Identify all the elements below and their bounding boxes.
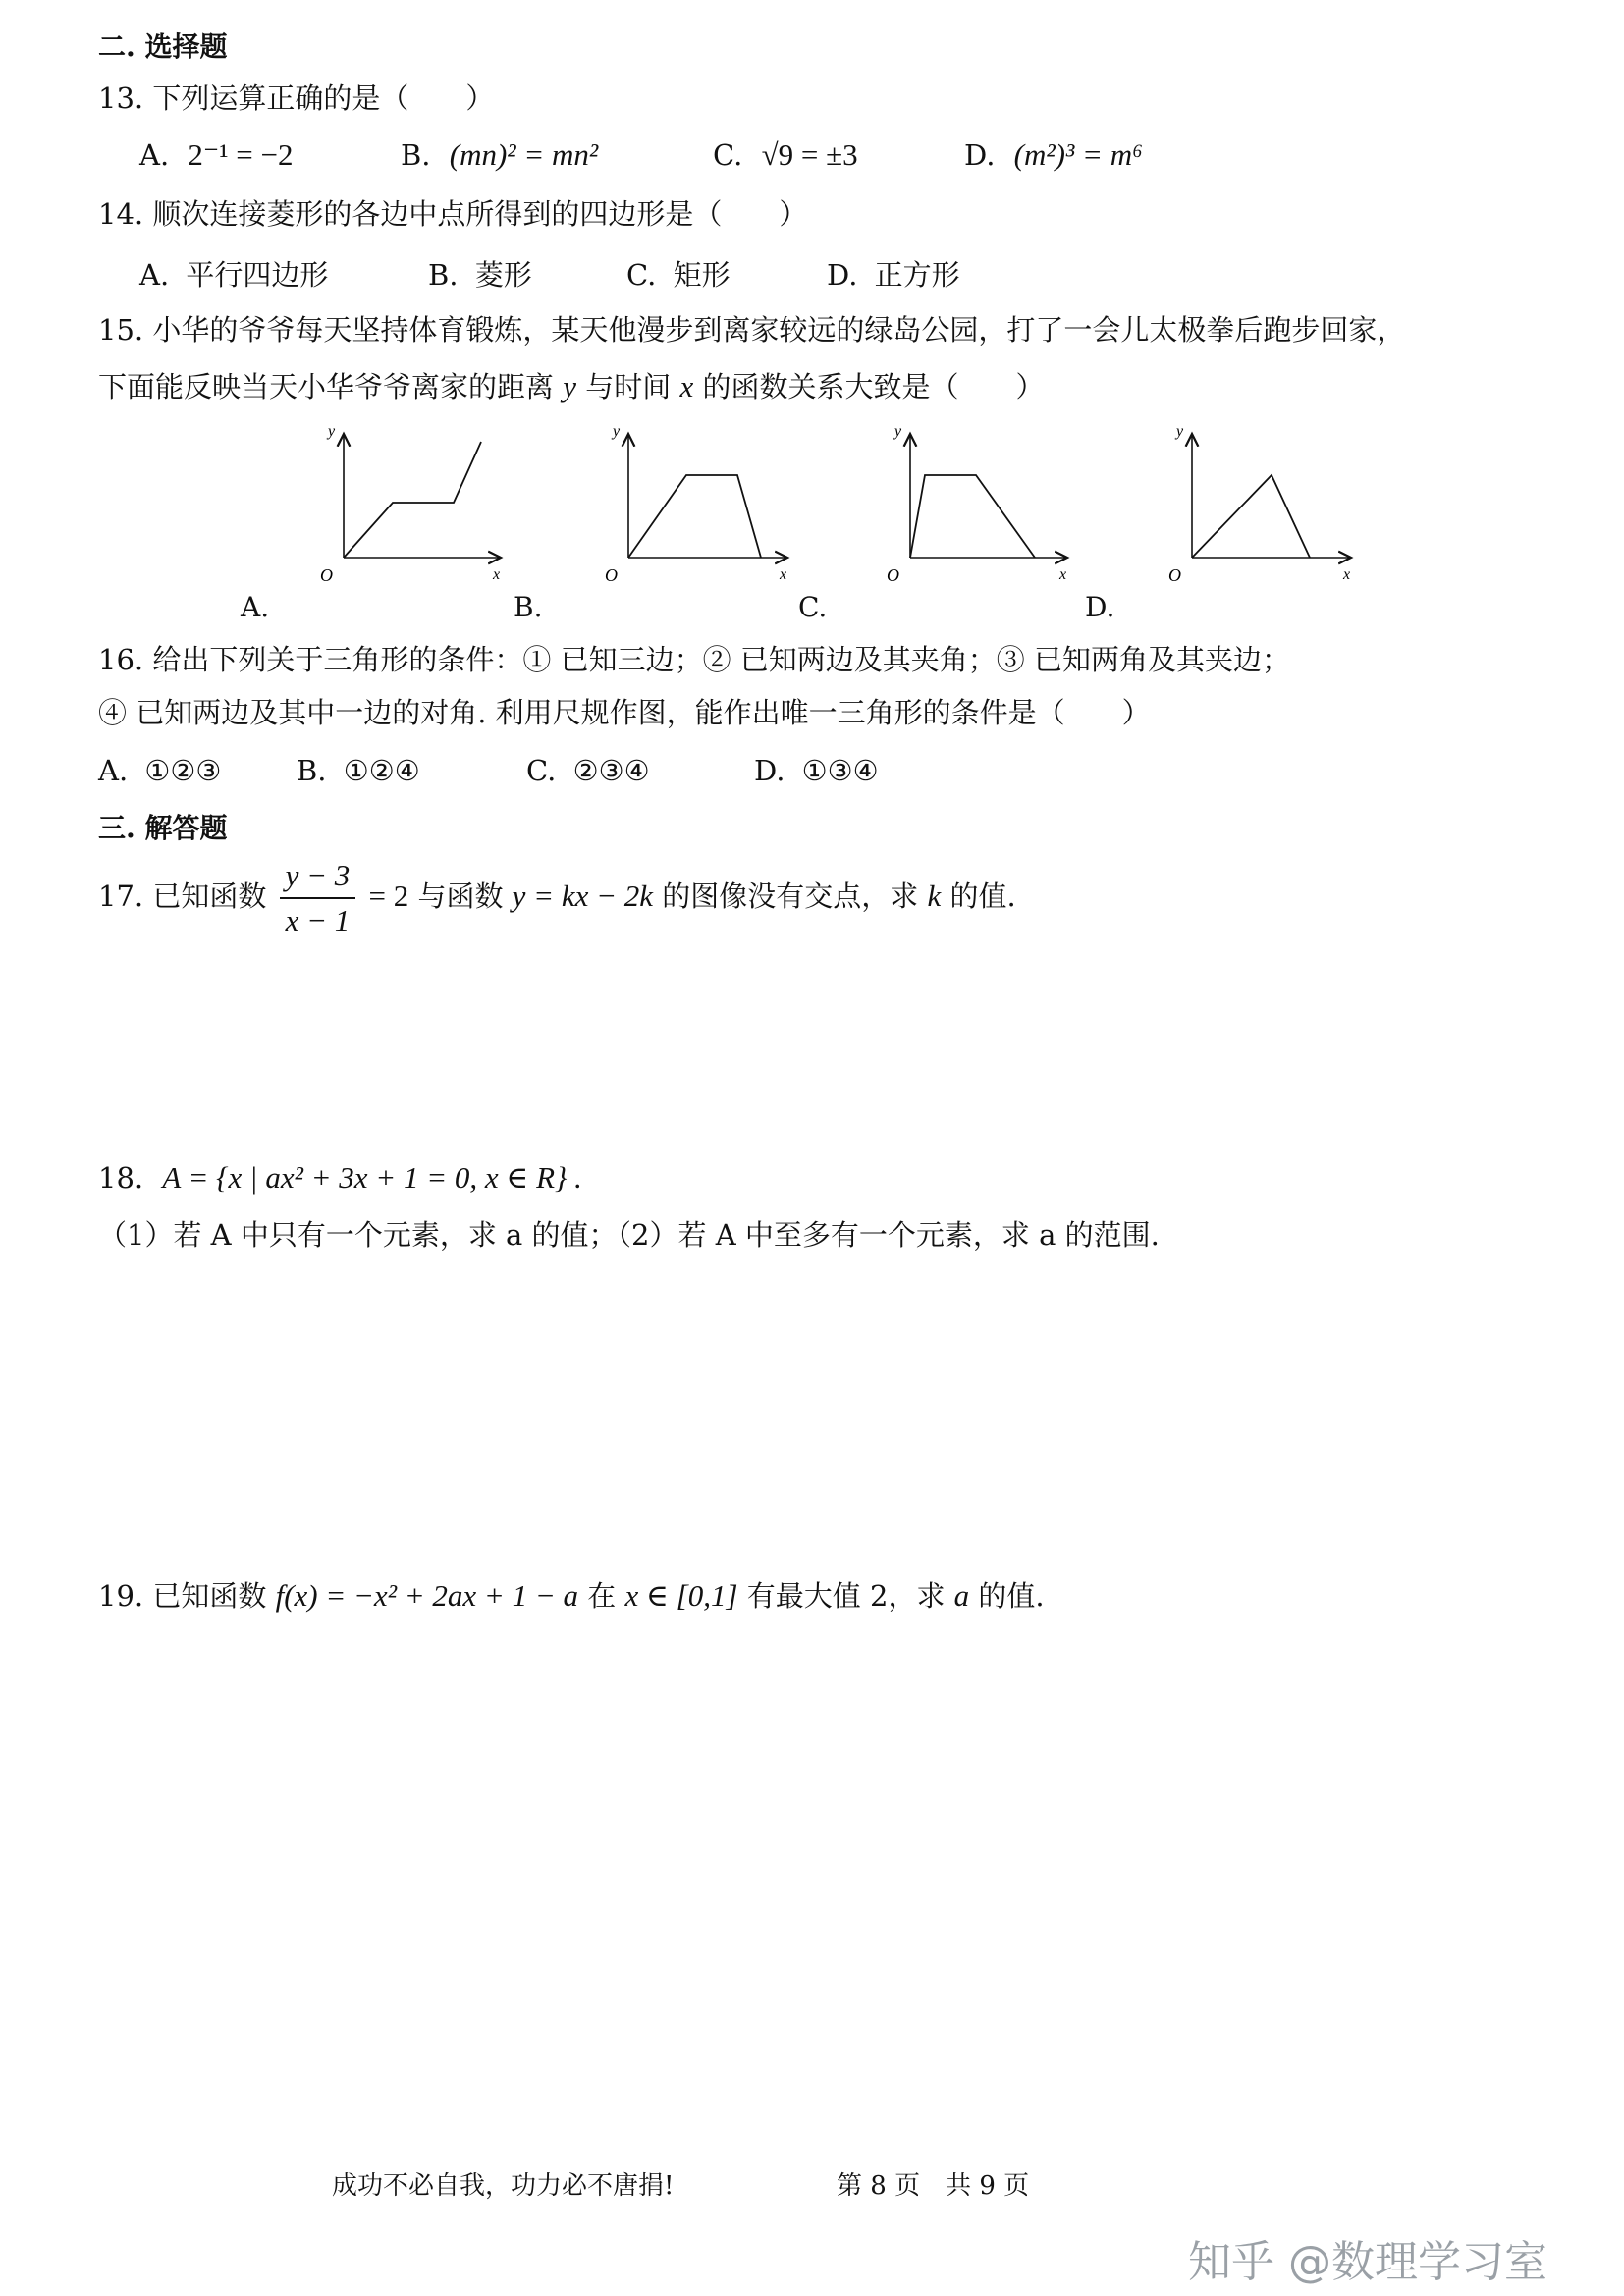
graph-a-curve <box>344 442 481 558</box>
q16-option-a: A. ①②③ <box>98 754 222 787</box>
question-18-subparts: （1）若 A 中只有一个元素，求 a 的值；（2）若 A 中至多有一个元素，求 a 的范围. <box>98 1218 1160 1252</box>
graph-d-curve <box>1192 475 1310 558</box>
question-17: 17. 已知函数 $\frac{y - 3}{x - 1}$ = 2 与函数 y = kx − 2k 的图像没有交点，求 k 的值. <box>98 856 1016 940</box>
question-13 <box>98 79 494 118</box>
watermark: 知乎 @数理学习室 <box>1188 2237 1547 2287</box>
graph-c <box>887 423 1067 585</box>
question-number: 16. <box>98 643 144 676</box>
graph-a-origin: O <box>320 565 333 585</box>
q13-option-d: D. (m²)³ = m⁶ <box>964 137 1143 172</box>
graph-a <box>320 423 501 585</box>
q17-fraction: $\frac{y - 3}{x - 1}$ <box>280 856 356 940</box>
graph-b-y-label: y <box>613 423 621 440</box>
section-title-choice: 二. 选择题 <box>98 30 228 63</box>
q16-option-b: B. ①②④ <box>297 754 420 787</box>
graph-c-y-label: y <box>894 423 902 440</box>
q18-set: A = {x | ax² + 3x + 1 = 0, x ∈ R} . <box>162 1160 582 1195</box>
question-16-line-1: 16. 给出下列关于三角形的条件：① 已知三边；② 已知两边及其夹角；③ 已知两角及其夹边； <box>98 643 1291 676</box>
graph-c-curve <box>910 475 1035 558</box>
q15-graphs <box>304 422 1384 589</box>
question-15-line-1: 15. 小华的爷爷每天坚持体育锻炼，某天他漫步到离家较远的绿岛公园，打了一会儿太极拳后跑步回家， <box>98 313 1406 347</box>
footer-page-number: 第 8 页 共 9 页 <box>837 2171 1030 2201</box>
graph-b-curve <box>628 475 761 558</box>
q13-option-a-expr: 2⁻¹ = −2 <box>188 137 294 172</box>
graph-c-origin: O <box>887 565 899 585</box>
question-19: 19. 已知函数 f(x) = −x² + 2ax + 1 − a 在 x ∈ [0,1] 有最大值 2，求 a 的值. <box>98 1578 1045 1613</box>
graph-a-y-label: y <box>328 423 336 440</box>
graph-a-x-label: x <box>493 566 501 583</box>
q16-option-c: C. ②③④ <box>526 754 650 787</box>
question-stem: 顺次连接菱形的各边中点所得到的四边形是（ ） <box>152 197 808 231</box>
graph-label-c: C. <box>798 591 828 623</box>
question-number: 15. <box>98 313 144 347</box>
question-15-line-2: 下面能反映当天小华爷爷离家的距离 y 与时间 x 的函数关系大致是（ ） <box>98 369 1045 403</box>
q13-option-d-expr: (m²)³ = m⁶ <box>1013 137 1143 172</box>
question-number: 18. <box>98 1161 144 1195</box>
footer-motto: 成功不必自我，功力必不唐捐! <box>332 2171 675 2201</box>
graph-c-x-label: x <box>1059 566 1067 583</box>
question-14 <box>98 194 807 234</box>
q13-option-c-expr: √9 = ±3 <box>761 137 858 172</box>
question-16-line-2: ④ 已知两边及其中一边的对角. 利用尺规作图，能作出唯一三角形的条件是（ ） <box>98 696 1151 729</box>
graph-b-x-label: x <box>780 566 787 583</box>
graph-d-y-label: y <box>1176 423 1184 440</box>
question-18 <box>98 1158 582 1198</box>
graph-d-origin: O <box>1168 565 1181 585</box>
question-number: 17. <box>98 880 144 913</box>
question-number: 19. <box>98 1579 144 1613</box>
graph-label-d: D. <box>1085 591 1115 623</box>
q13-option-a: A. 2⁻¹ = −2 <box>139 137 294 172</box>
graph-b <box>605 423 787 585</box>
q13-option-b: B. (mn)² = mn² <box>401 137 599 172</box>
graph-b-origin: O <box>605 565 618 585</box>
q14-option-d: D. 正方形 <box>827 258 960 292</box>
question-number: 14. <box>98 197 144 231</box>
q16-option-d: D. ①③④ <box>754 754 879 787</box>
graph-d-x-label: x <box>1343 566 1351 583</box>
question-stem: 下列运算正确的是（ ） <box>152 81 495 115</box>
q13-option-c: C. √9 = ±3 <box>713 137 858 172</box>
graph-d <box>1168 423 1351 585</box>
q14-option-a: A. 平行四边形 <box>139 258 329 292</box>
section-title-answer: 三. 解答题 <box>98 812 228 844</box>
question-number: 13. <box>98 81 144 115</box>
q14-option-c: C. 矩形 <box>626 258 731 292</box>
q14-option-b: B. 菱形 <box>428 258 532 292</box>
q13-option-b-expr: (mn)² = mn² <box>449 137 599 172</box>
graph-label-b: B. <box>514 591 543 623</box>
graph-label-a: A. <box>241 591 270 623</box>
